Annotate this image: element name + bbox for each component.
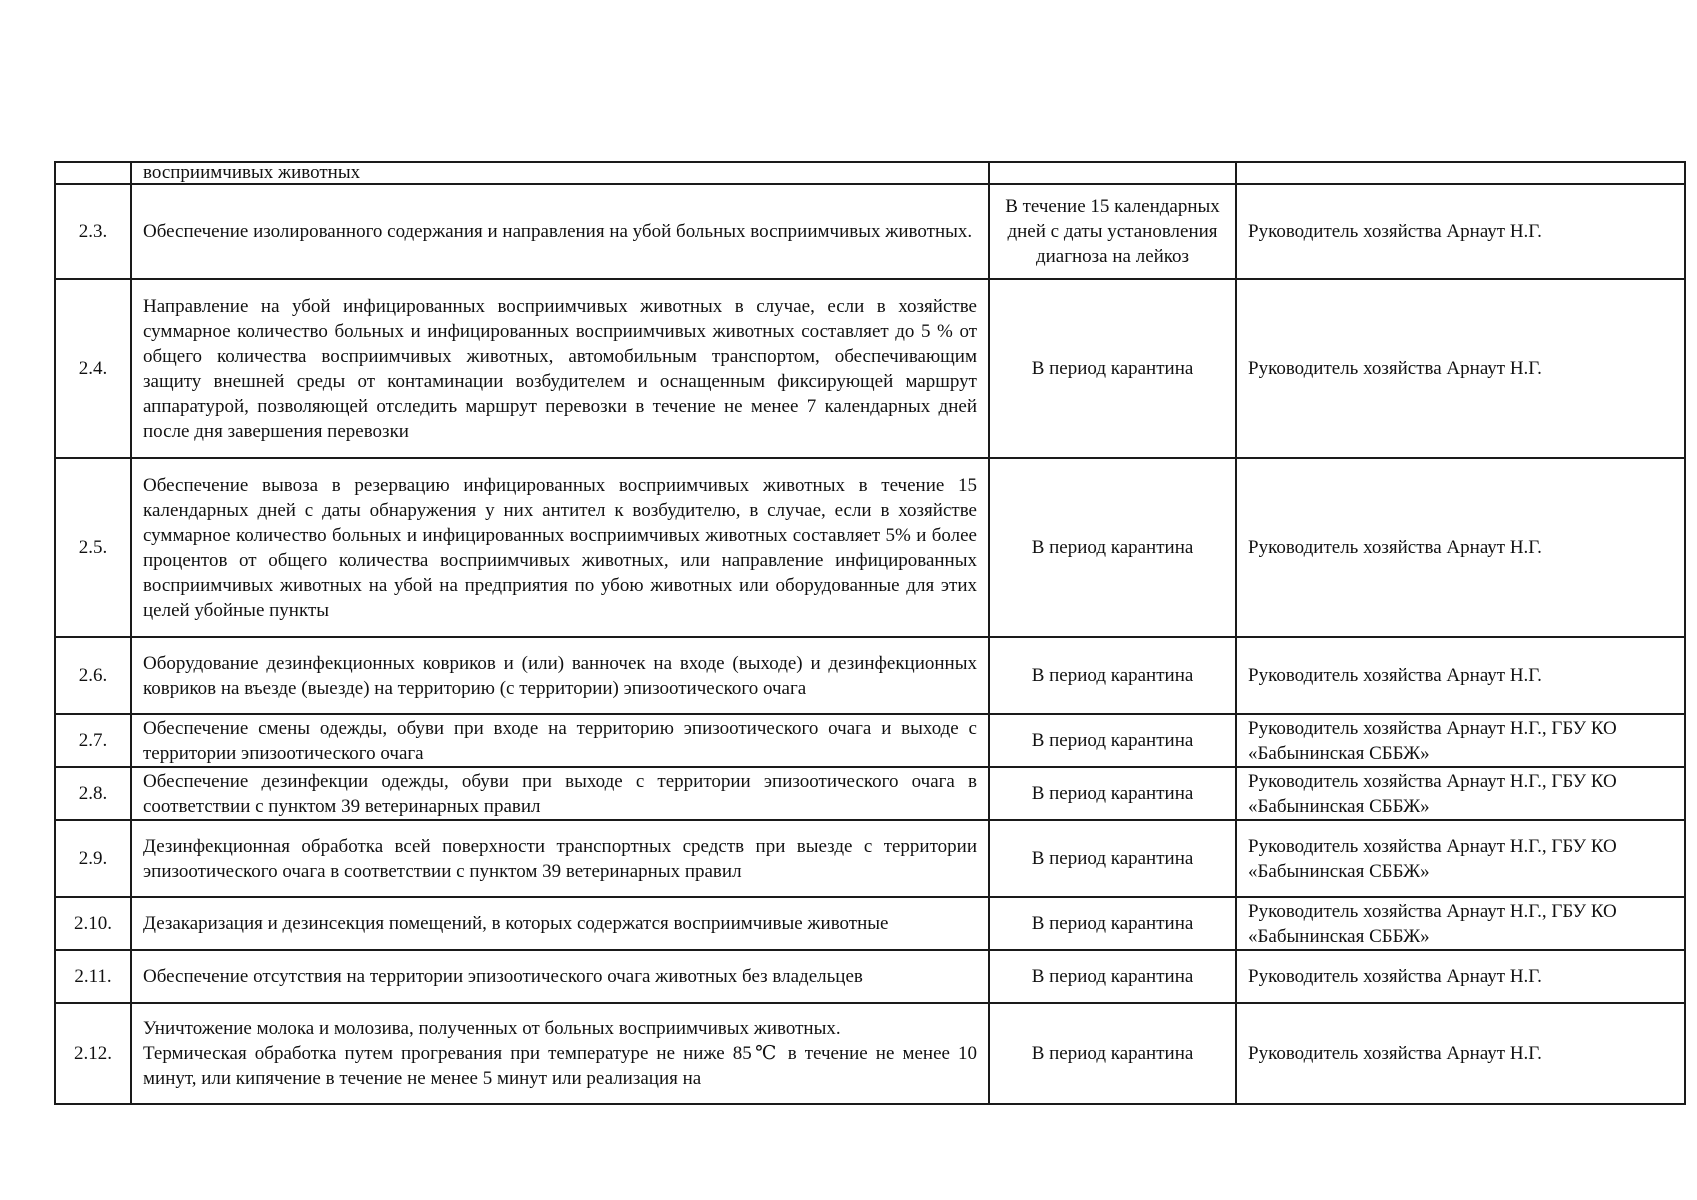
action-extra-text: Термическая обработка путем прогревания при температуре не ниже 85℃ в течение не менее 10 минут, или кипячение в течение не менее 5 минут или реализация на (143, 1043, 977, 1089)
term-cell: В период карантина (989, 767, 1236, 820)
action-cell: восприимчивых животных (131, 162, 989, 184)
term-cell: В период карантина (989, 637, 1236, 714)
row-number: 2.3. (55, 184, 131, 279)
table-row (55, 950, 1685, 1003)
term-cell: В период карантина (989, 279, 1236, 458)
table-row (55, 820, 1685, 897)
term-cell: В период карантина (989, 820, 1236, 897)
action-cell: Обеспечение изолированного содержания и направления на убой больных восприимчивых животных. (131, 184, 989, 279)
row-number: 2.11. (55, 950, 131, 1003)
responsible-cell: Руководитель хозяйства Арнаут Н.Г. (1236, 950, 1685, 1003)
action-cell: Обеспечение дезинфекции одежды, обуви при выходе с территории эпизоотического очага в соответствии с пунктом 39 ветеринарных правил (131, 767, 989, 820)
row-number: 2.7. (55, 714, 131, 767)
action-cell: Обеспечение смены одежды, обуви при входе на территорию эпизоотического очага и выходе с территории эпизоотического очага (131, 714, 989, 767)
table-row (55, 162, 1685, 184)
table-row (55, 897, 1685, 950)
row-number: 2.10. (55, 897, 131, 950)
responsible-cell: Руководитель хозяйства Арнаут Н.Г., ГБУ КО «Бабынинская СББЖ» (1236, 820, 1685, 897)
measures-table (54, 161, 1686, 1105)
action-cell: Обеспечение отсутствия на территории эпизоотического очага животных без владельцев (131, 950, 989, 1003)
responsible-cell: Руководитель хозяйства Арнаут Н.Г., ГБУ КО «Бабынинская СББЖ» (1236, 714, 1685, 767)
row-number: 2.12. (55, 1003, 131, 1104)
action-cell: Направление на убой инфицированных восприимчивых животных в случае, если в хозяйстве суммарное количество больных и инфицированных восприимчивых животных составляет до 5 % от общего количества восприимчивых животных, автомобильным транспортом, обеспечивающим защиту внешней среды от контаминации возбудителем и оснащенным фиксирующей маршрут аппаратурой, позволяющей отследить маршрут перевозки в течение не менее 7 календарных дней после дня завершения перевозки (131, 279, 989, 458)
row-number: 2.6. (55, 637, 131, 714)
row-number: 2.8. (55, 767, 131, 820)
responsible-cell: Руководитель хозяйства Арнаут Н.Г. (1236, 458, 1685, 637)
row-number: 2.5. (55, 458, 131, 637)
term-cell: В период карантина (989, 714, 1236, 767)
term-cell: В течение 15 календарных дней с даты установления диагноза на лейкоз (989, 184, 1236, 279)
responsible-cell: Руководитель хозяйства Арнаут Н.Г., ГБУ КО «Бабынинская СББЖ» (1236, 897, 1685, 950)
term-cell: В период карантина (989, 458, 1236, 637)
term-cell: В период карантина (989, 897, 1236, 950)
action-cell: Дезакаризация и дезинсекция помещений, в которых содержатся восприимчивые животные (131, 897, 989, 950)
term-cell: В период карантина (989, 1003, 1236, 1104)
responsible-cell: Руководитель хозяйства Арнаут Н.Г. (1236, 279, 1685, 458)
table-row (55, 767, 1685, 820)
table-row (55, 458, 1685, 637)
term-cell (989, 162, 1236, 184)
action-cell: Оборудование дезинфекционных ковриков и (или) ванночек на входе (выходе) и дезинфекционных ковриков на въезде (выезде) на территорию (с территории) эпизоотического очага (131, 637, 989, 714)
term-cell: В период карантина (989, 950, 1236, 1003)
action-cell: Обеспечение вывоза в резервацию инфицированных восприимчивых животных в течение 15 календарных дней с даты обнаружения у них антител к возбудителю, в случае, если в хозяйстве суммарное количество больных и инфицированных восприимчивых животных составляет 5% и более процентов от общего количества восприимчивых животных, или направление инфицированных восприимчивых животных на убой на предприятия по убою животных или оборудованные для этих целей убойные пункты (131, 458, 989, 637)
table-row (55, 637, 1685, 714)
responsible-cell: Руководитель хозяйства Арнаут Н.Г. (1236, 184, 1685, 279)
responsible-cell (1236, 162, 1685, 184)
action-cell (131, 1003, 989, 1104)
row-number: 2.4. (55, 279, 131, 458)
action-text: Уничтожение молока и молозива, полученных от больных восприимчивых животных. (143, 1018, 841, 1039)
responsible-cell: Руководитель хозяйства Арнаут Н.Г. (1236, 637, 1685, 714)
row-number (55, 162, 131, 184)
responsible-cell: Руководитель хозяйства Арнаут Н.Г., ГБУ КО «Бабынинская СББЖ» (1236, 767, 1685, 820)
action-cell: Дезинфекционная обработка всей поверхности транспортных средств при выезде с территории эпизоотического очага в соответствии с пунктом 39 ветеринарных правил (131, 820, 989, 897)
table-row (55, 279, 1685, 458)
responsible-cell: Руководитель хозяйства Арнаут Н.Г. (1236, 1003, 1685, 1104)
table-row (55, 184, 1685, 279)
row-number: 2.9. (55, 820, 131, 897)
plan-table-page (54, 161, 1684, 1105)
table-row (55, 1003, 1685, 1104)
table-row (55, 714, 1685, 767)
